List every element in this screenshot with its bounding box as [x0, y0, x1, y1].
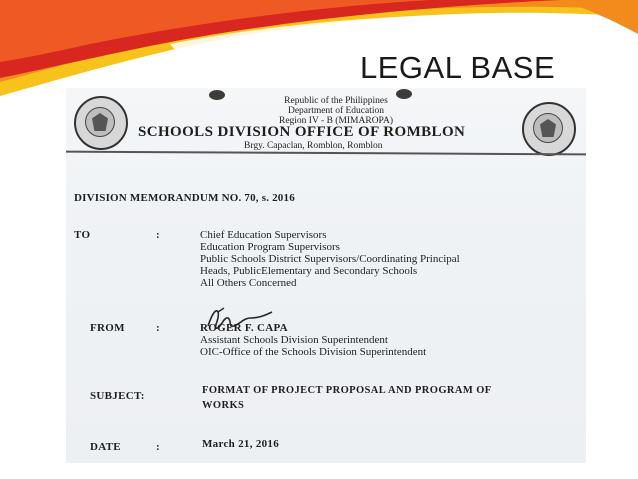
- from-title: Assistant Schools Division Superintendent: [200, 334, 388, 346]
- memorandum-photo: [66, 88, 586, 463]
- header-line-republic: Republic of the Philippines: [284, 96, 388, 106]
- recipient-line: All Others Concerned: [200, 277, 297, 289]
- header-line-department: Department of Education: [287, 106, 385, 116]
- recipient-line: Public Schools District Supervisors/Coordinating Principal: [200, 253, 460, 265]
- punch-hole: [209, 90, 225, 100]
- recipient-line: Chief Education Supervisors: [200, 229, 327, 241]
- to-colon: :: [156, 229, 160, 241]
- deped-seal-icon: [74, 96, 128, 150]
- memorandum-paper: [66, 88, 586, 463]
- recipient-line: Heads, PublicElementary and Secondary Schools: [200, 265, 418, 277]
- to-label: TO: [74, 229, 91, 241]
- subject-label: SUBJECT:: [90, 390, 145, 402]
- header-office-name: SCHOOLS DIVISION OFFICE OF ROMBLON: [138, 124, 466, 140]
- from-name: ROGER F. CAPA: [200, 322, 288, 334]
- subject-line: WORKS: [202, 400, 245, 411]
- header-divider: [66, 151, 586, 156]
- date-value: March 21, 2016: [202, 438, 280, 450]
- slide-title: LEGAL BASE: [360, 50, 556, 85]
- from-colon: :: [156, 322, 160, 334]
- memo-title: DIVISION MEMORANDUM NO. 70, s. 2016: [74, 192, 295, 204]
- date-label: DATE: [90, 441, 121, 453]
- from-label: FROM: [90, 322, 125, 334]
- date-colon: :: [156, 441, 160, 453]
- subject-line: FORMAT OF PROJECT PROPOSAL AND PROGRAM OF: [202, 385, 492, 396]
- header-line-region: Region IV - B (MIMAROPA): [278, 116, 393, 126]
- recipient-line: Education Program Supervisors: [200, 241, 340, 253]
- header-address: Brgy. Capaclan, Romblon, Romblon: [244, 141, 383, 151]
- from-title: OIC-Office of the Schools Division Superintendent: [200, 346, 427, 358]
